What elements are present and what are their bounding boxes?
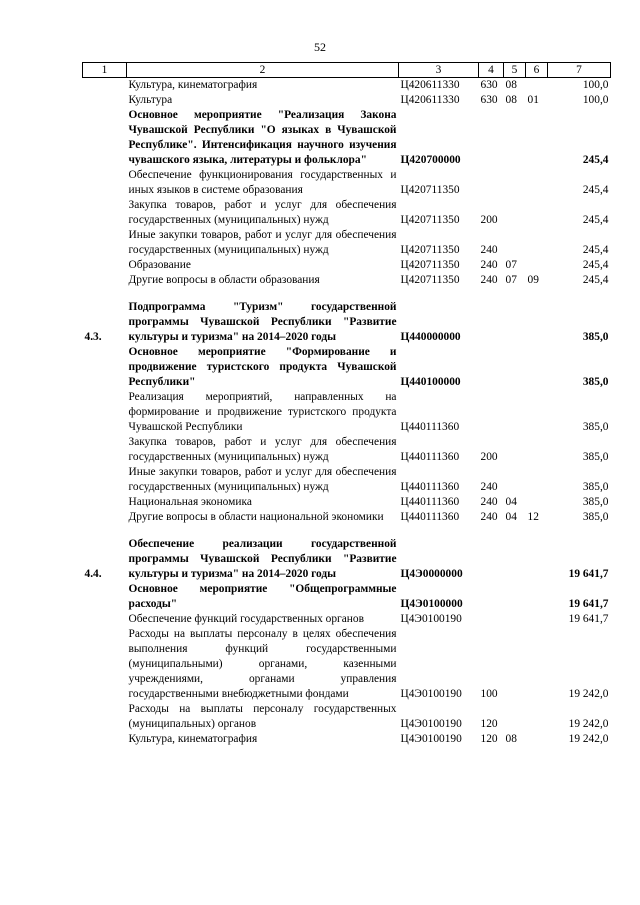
column-subsection-header: 6 (526, 63, 548, 78)
target-code-cell: Ц420711350 (400, 184, 460, 196)
section-number-cell (83, 702, 127, 732)
amount-cell: 100,0 (582, 94, 609, 106)
column-section-header: 5 (504, 63, 526, 78)
section-code-cell: 08 (505, 733, 517, 745)
table-row (83, 435, 611, 465)
subsection-code-cell (526, 732, 548, 747)
section-number-cell (83, 582, 127, 612)
section-number-cell (83, 465, 127, 495)
expense-type-cell: 200 (480, 451, 498, 463)
item-name-cell: Культура, кинематография (128, 733, 258, 745)
subsection-code-cell: 01 (527, 94, 539, 106)
subsection-code-cell: 09 (527, 274, 539, 286)
column-amount-header: 7 (548, 63, 611, 78)
expense-type-cell (479, 345, 504, 390)
target-code-cell: Ц440111360 (400, 511, 460, 523)
subsection-code-cell (526, 702, 548, 732)
table-row (83, 273, 611, 288)
table-row (83, 465, 611, 495)
table-row (83, 258, 611, 273)
item-name-cell: Закупка товаров, работ и услуг для обеспечения государственных (муниципальных) нужд (128, 436, 397, 463)
expense-type-cell: 100 (480, 688, 498, 700)
amount-cell: 245,4 (582, 154, 609, 166)
item-name-cell: Национальная экономика (128, 496, 252, 508)
item-name-cell: Другие вопросы в области национальной экономики (128, 511, 384, 523)
section-number-cell (83, 612, 127, 627)
item-name-cell: Подпрограмма "Туризм" государственной программы Чувашской Республики "Развитие культуры и туризма" на 2014–2020 годы (128, 301, 397, 343)
target-code-cell: Ц440100000 (400, 376, 461, 388)
table-row (83, 78, 611, 94)
amount-cell: 385,0 (582, 421, 609, 433)
target-code-cell: Ц4Э0100000 (400, 598, 463, 610)
subsection-code-cell (526, 198, 548, 228)
spacer-cell (83, 288, 611, 300)
amount-cell: 385,0 (582, 511, 609, 523)
item-name-cell: Культура, кинематография (128, 79, 258, 91)
item-name-cell: Другие вопросы в области образования (128, 274, 320, 286)
table-row (83, 228, 611, 258)
amount-cell: 245,4 (582, 274, 609, 286)
table-row (83, 495, 611, 510)
section-code-cell: 07 (505, 274, 517, 286)
section-code-cell (504, 582, 526, 612)
expense-type-cell: 630 (480, 79, 498, 91)
item-name-cell: Обеспечение функций государственных органов (128, 613, 364, 625)
expense-type-cell: 240 (480, 259, 498, 271)
section-number-cell (83, 435, 127, 465)
target-code-cell: Ц4Э0000000 (400, 568, 463, 580)
subsection-code-cell (526, 168, 548, 198)
target-code-cell: Ц420611330 (400, 79, 460, 91)
item-name-cell: Закупка товаров, работ и услуг для обеспечения государственных (муниципальных) нужд (128, 199, 397, 226)
table-row (83, 198, 611, 228)
section-code-cell: 08 (505, 94, 517, 106)
subsection-code-cell (526, 258, 548, 273)
section-code-cell: 07 (505, 259, 517, 271)
target-code-cell: Ц4Э0100190 (400, 613, 462, 625)
page-number: 52 (314, 40, 326, 54)
subsection-code-cell (526, 537, 548, 582)
spacer-cell (83, 525, 611, 537)
section-code-cell (504, 435, 526, 465)
expense-type-cell: 240 (480, 511, 498, 523)
item-name-cell: Иные закупки товаров, работ и услуг для обеспечения государственных (муниципальных) нужд (128, 229, 397, 256)
amount-cell: 385,0 (582, 481, 609, 493)
subsection-code-cell (526, 300, 548, 345)
expense-type-cell (479, 582, 504, 612)
expense-type-cell: 630 (480, 94, 498, 106)
section-code-cell (504, 198, 526, 228)
target-code-cell: Ц420711350 (400, 244, 460, 256)
section-code-cell (504, 537, 526, 582)
amount-cell: 385,0 (582, 496, 609, 508)
section-code-cell (504, 612, 526, 627)
table-header-row (83, 63, 611, 78)
section-number-cell (83, 627, 127, 702)
column-number-header: 1 (83, 63, 127, 78)
item-name-cell: Расходы на выплаты персоналу государственных (муниципальных) органов (128, 703, 397, 730)
budget-table (82, 62, 611, 747)
row-spacer (83, 288, 611, 300)
amount-cell: 245,4 (582, 214, 609, 226)
row-spacer (83, 525, 611, 537)
item-name-cell: Основное мероприятие "Формирование и продвижение туристского продукта Чувашской Республики" (128, 346, 397, 388)
expense-type-cell: 240 (480, 496, 498, 508)
expense-type-cell (479, 108, 504, 168)
subsection-code-cell (526, 627, 548, 702)
item-name-cell: Иные закупки товаров, работ и услуг для обеспечения государственных (муниципальных) нужд (128, 466, 397, 493)
amount-cell: 385,0 (582, 451, 609, 463)
expense-type-cell: 120 (480, 718, 498, 730)
section-number-cell (83, 345, 127, 390)
target-code-cell: Ц440000000 (400, 331, 461, 343)
item-name-cell: Основное мероприятие "Реализация Закона Чувашской Республики "О языках в Чувашской Республике". Интенсификация научного изучения чувашского языка, литературы и фольклора" (128, 109, 397, 166)
section-number-cell (83, 228, 127, 258)
amount-cell: 19 242,0 (568, 688, 609, 700)
section-number-cell (83, 390, 127, 435)
item-name-cell: Расходы на выплаты персоналу в целях обеспечения выполнения функций государственными (муниципальными) органами, казенными учреждениями, органами управления государственными внебюджетными фондами (128, 628, 397, 700)
subsection-code-cell (526, 108, 548, 168)
table-row (83, 612, 611, 627)
target-code-cell: Ц420611330 (400, 94, 460, 106)
subsection-code-cell (526, 345, 548, 390)
section-code-cell (504, 465, 526, 495)
expense-type-cell: 200 (480, 214, 498, 226)
section-number-cell: 4.3. (84, 331, 102, 343)
section-number-cell (83, 732, 127, 747)
item-name-cell: Реализация мероприятий, направленных на формирование и продвижение туристского продукта Чувашской Республики (128, 391, 397, 433)
table-row (83, 510, 611, 525)
item-name-cell: Образование (128, 259, 191, 271)
subsection-code-cell (526, 612, 548, 627)
table-row (83, 702, 611, 732)
amount-cell: 100,0 (582, 79, 609, 91)
section-code-cell (504, 627, 526, 702)
target-code-cell: Ц4Э0100190 (400, 733, 462, 745)
target-code-cell: Ц440111360 (400, 421, 460, 433)
section-number-cell (83, 198, 127, 228)
table-row (83, 345, 611, 390)
target-code-cell: Ц4Э0100190 (400, 718, 462, 730)
amount-cell: 385,0 (582, 376, 609, 388)
column-name-header: 2 (127, 63, 399, 78)
section-number-cell (83, 273, 127, 288)
subsection-code-cell (526, 78, 548, 94)
item-name-cell: Основное мероприятие "Общепрограммные расходы" (128, 583, 397, 610)
target-code-cell: Ц420711350 (400, 274, 460, 286)
table-row (83, 537, 611, 582)
expense-type-cell: 240 (480, 481, 498, 493)
section-code-cell: 04 (505, 496, 517, 508)
target-code-cell: Ц420711350 (400, 259, 460, 271)
table-row (83, 108, 611, 168)
table-row (83, 390, 611, 435)
section-number-cell (83, 258, 127, 273)
expense-type-cell: 240 (480, 244, 498, 256)
section-code-cell: 04 (505, 511, 517, 523)
section-number-cell (83, 510, 127, 525)
table-row (83, 627, 611, 702)
amount-cell: 19 641,7 (568, 613, 609, 625)
table-row (83, 93, 611, 108)
section-number-cell: 4.4. (84, 568, 102, 580)
section-code-cell (504, 702, 526, 732)
amount-cell: 19 641,7 (568, 568, 609, 580)
item-name-cell: Обеспечение функционирования государственных и иных языков в системе образования (128, 169, 397, 196)
subsection-code-cell (526, 582, 548, 612)
target-code-cell: Ц420711350 (400, 214, 460, 226)
section-number-cell (83, 108, 127, 168)
amount-cell: 19 242,0 (568, 733, 609, 745)
section-number-cell (83, 168, 127, 198)
column-expense-type-header: 4 (479, 63, 504, 78)
subsection-code-cell (526, 228, 548, 258)
amount-cell: 19 641,7 (568, 598, 609, 610)
target-code-cell: Ц440111360 (400, 451, 460, 463)
target-code-cell: Ц420700000 (400, 154, 461, 166)
item-name-cell: Культура (128, 94, 173, 106)
section-number-cell (83, 78, 127, 94)
subsection-code-cell (526, 390, 548, 435)
expense-type-cell (479, 168, 504, 198)
amount-cell: 245,4 (582, 259, 609, 271)
amount-cell: 385,0 (582, 331, 609, 343)
target-code-cell: Ц440111360 (400, 496, 460, 508)
subsection-code-cell (526, 435, 548, 465)
expense-type-cell (479, 390, 504, 435)
expense-type-cell (479, 537, 504, 582)
section-code-cell (504, 228, 526, 258)
expense-type-cell: 240 (480, 274, 498, 286)
amount-cell: 19 242,0 (568, 718, 609, 730)
table-row (83, 732, 611, 747)
table-row (83, 168, 611, 198)
amount-cell: 245,4 (582, 244, 609, 256)
subsection-code-cell (526, 495, 548, 510)
expense-type-cell (479, 612, 504, 627)
expense-type-cell: 120 (480, 733, 498, 745)
target-code-cell: Ц440111360 (400, 481, 460, 493)
section-code-cell (504, 345, 526, 390)
section-code-cell (504, 300, 526, 345)
column-code-header: 3 (399, 63, 479, 78)
section-code-cell: 08 (505, 79, 517, 91)
expense-type-cell (479, 300, 504, 345)
section-code-cell (504, 390, 526, 435)
section-number-cell (83, 93, 127, 108)
subsection-code-cell (526, 465, 548, 495)
item-name-cell: Обеспечение реализации государственной программы Чувашской Республики "Развитие культуры и туризма" на 2014–2020 годы (128, 538, 397, 580)
section-code-cell (504, 108, 526, 168)
amount-cell: 245,4 (582, 184, 609, 196)
subsection-code-cell: 12 (527, 511, 539, 523)
section-code-cell (504, 168, 526, 198)
target-code-cell: Ц4Э0100190 (400, 688, 462, 700)
section-number-cell (83, 495, 127, 510)
table-row (83, 300, 611, 345)
table-row (83, 582, 611, 612)
